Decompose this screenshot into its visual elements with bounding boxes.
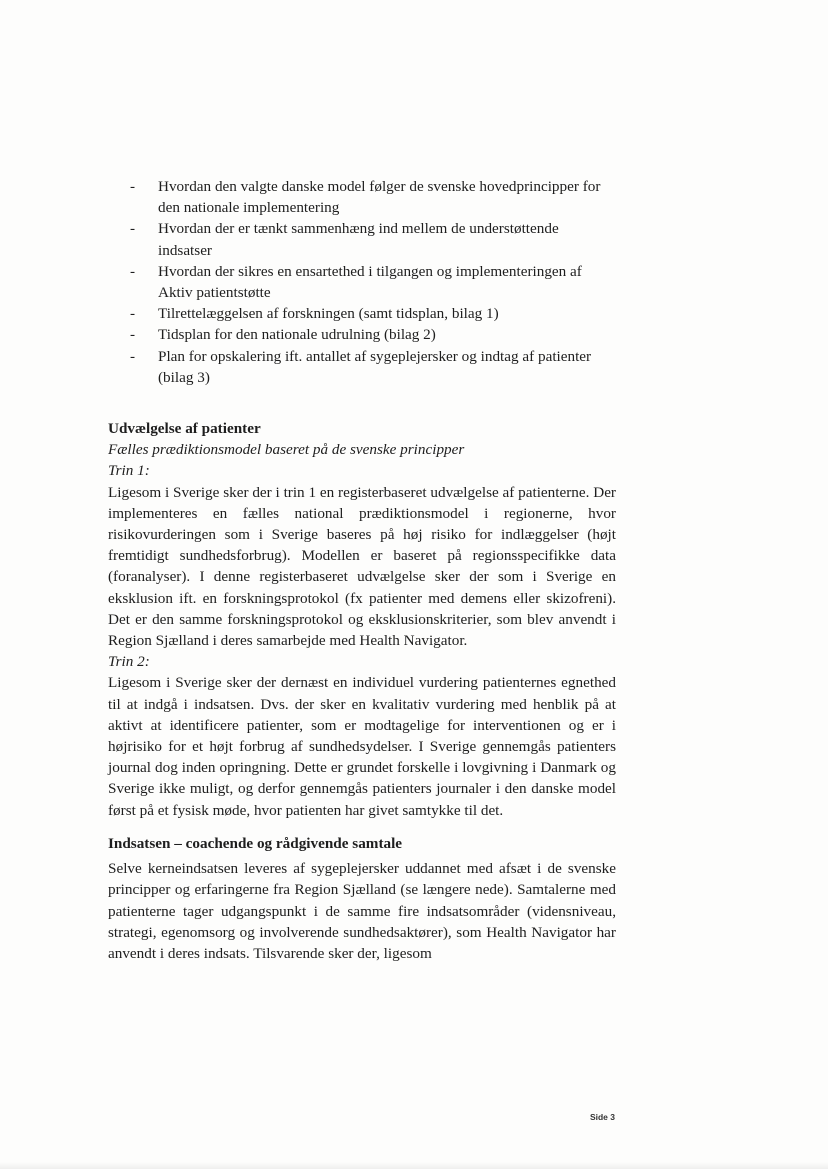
- list-item: [108, 218, 616, 260]
- step-1-label: Trin 1:: [108, 462, 150, 480]
- list-item: [108, 303, 616, 324]
- dash-bullet: -: [130, 305, 136, 323]
- section-heading-patient-selection: Udvælgelse af patienter: [108, 420, 261, 438]
- list-item-text: Hvordan den valgte danske model følger de svenske hovedprincipper for den nationale implementering: [158, 178, 601, 217]
- step-2-label: Trin 2:: [108, 653, 150, 671]
- dash-bullet: -: [130, 326, 136, 344]
- list-item-text: Hvordan der er tænkt sammenhæng ind mellem de understøttende indsatser: [158, 220, 559, 259]
- dash-bullet: -: [130, 262, 136, 280]
- section-subheading: Fælles prædiktionsmodel baseret på de svenske principper: [108, 441, 465, 459]
- list-item: [108, 324, 616, 345]
- bullet-list: [108, 176, 616, 388]
- step-2-paragraph: Ligesom i Sverige sker der dernæst en individuel vurdering patienternes egnethed til at indgå i indsatsen. Dvs. der sker en kvalitativ vurdering med henblik på at aktivt at identificere patienter, som er modtagelige for interventionen og er i højrisiko for et højt forbrug af sundhedsydelser. I Sverige gennemgås patienters journal dog inden opringning. Dette er grundet forskelle i lovgivning i Danmark og Sverige ikke muligt, og derfor gennemgås patienters journaler i den danske model først på et fysisk møde, hvor patienten har givet samtykke til det.: [108, 674, 616, 819]
- dash-bullet: -: [130, 178, 136, 195]
- list-item: [108, 346, 616, 388]
- page-number: Side 3: [589, 1112, 615, 1122]
- section-heading-intervention: Indsatsen – coachende og rådgivende samtale: [108, 834, 403, 852]
- list-item-text: Plan for opskalering ift. antallet af sygeplejersker og indtag af patienter (bilag 3): [158, 347, 592, 386]
- list-item-text: Tidsplan for den nationale udrulning (bilag 2): [158, 326, 436, 344]
- list-item-text: Tilrettelæggelsen af forskningen (samt tidsplan, bilag 1): [158, 305, 499, 323]
- dash-bullet: -: [130, 220, 136, 238]
- page-content: [108, 176, 616, 964]
- list-item: [108, 176, 616, 218]
- intervention-paragraph: Selve kerneindsatsen leveres af sygeplejersker uddannet med afsæt i de svenske principper og erfaringerne fra Region Sjælland (se længere nede). Samtalerne med patienterne tager udgangspunkt i de samme fire indsatsområder (vidensniveau, strategi, egenomsorg og involverende sundhedsaktører), som Health Navigator har anvendt i deres indsats. Tilsvarende sker der, ligesom: [108, 860, 616, 962]
- list-item: [108, 261, 616, 303]
- step-1-paragraph: Ligesom i Sverige sker der i trin 1 en registerbaseret udvælgelse af patienterne. Der implementeres en fælles national prædiktionsmodel i regionerne, hvor risikovurderingen som i Sverige baseres på høj risiko for indlæggelser (højt fremtidigt sundhedsforbrug). Modellen er baseret på regionsspecifikke data (foranalyser). I denne registerbaseret udvælgelse sker der som i Sverige en eksklusion ift. en forskningsprotokol (fx patienter med demens eller skizofreni). Det er den samme forskningsprotokol og eksklusionskriterier, som blev anvendt i Region Sjælland i deres samarbejde med Health Navigator.: [108, 483, 616, 650]
- scan-edge: [0, 1162, 828, 1169]
- dash-bullet: -: [130, 347, 136, 365]
- list-item-text: Hvordan der sikres en ensartethed i tilgangen og implementeringen af Aktiv patientstøtte: [158, 262, 582, 302]
